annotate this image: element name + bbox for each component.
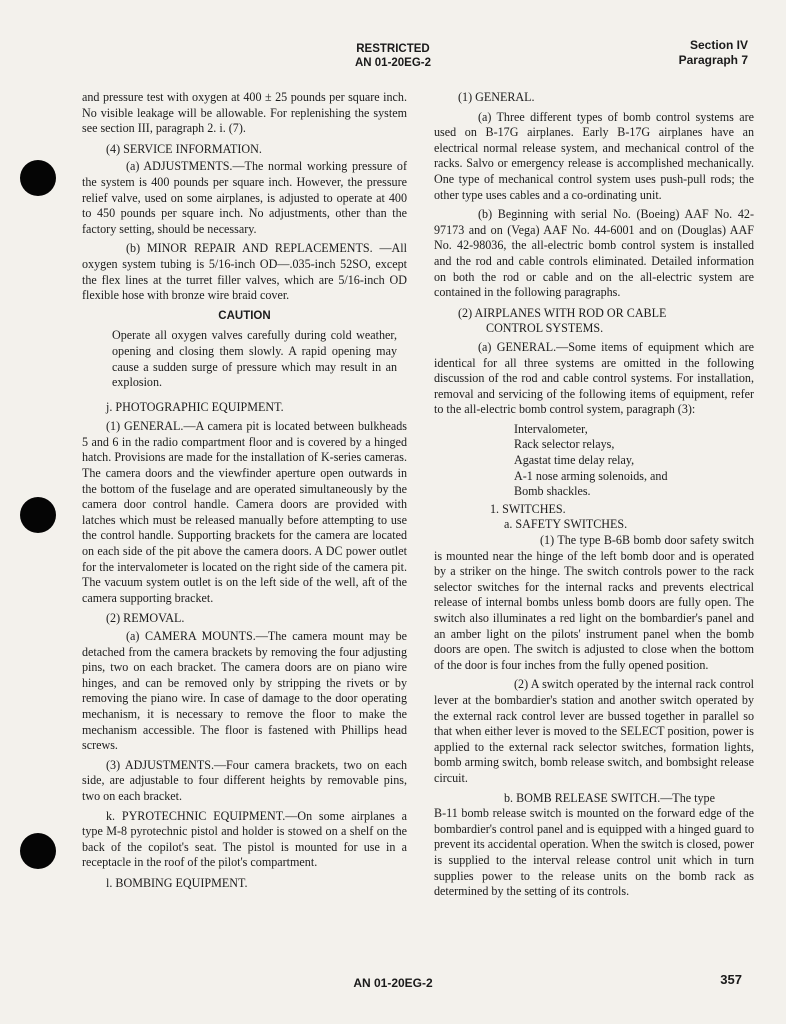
body-paragraph: B-11 bomb release switch is mounted on the forward edge of the bombardier's control panel and is equipped with a hinged guard to prevent its accidental operation. When the switch is closed, power is supplied to the interval release control unit which in turn supplies power to the release units on the bomb rack as determined by the setting of its controls. xyxy=(434,806,754,899)
body-paragraph: (a) ADJUSTMENTS.—The normal working pressure of the system is 400 pounds per square inch. However, the pressure relief valve, used on some airplanes, is adjusted to operate at 400 to 450 pounds per square inch. No adjustments, other than the factory setting, should be necessary. xyxy=(82,159,407,236)
section-heading: 1. SWITCHES. xyxy=(490,501,566,516)
section-heading: a. SAFETY SWITCHES. xyxy=(504,517,628,532)
body-paragraph: (a) Three different types of bomb control systems are used on B-17G airplanes. Early B-17G airplanes have an electrical normal release system, and mechanical control of the racks. Salvo or emergency release is accomplished mechanically. One type of mechanical control system uses push-pull rods; the other type uses cables and a co-ordinating unit. xyxy=(434,109,754,202)
body-paragraph: (b) MINOR REPAIR AND REPLACEMENTS. —All oxygen system tubing is 5/16-inch OD—.035-inch 52SO, except the flex lines at the turret filler valves, which are 5/16-inch OD flexible hose with bronze wire braid cover. xyxy=(82,241,407,303)
section-heading: (4) SERVICE INFORMATION. xyxy=(106,141,262,156)
body-paragraph: (b) Beginning with serial No. (Boeing) AAF No. 42-97173 and on (Vega) AAF No. 44-6001 and on (Douglas) AAF No. 42-98036, the all-electric bomb control system is installed and the rod and cable controls eliminated. Detailed information on both the rod or cable and on the all-electric system are contained in the following paragraphs. xyxy=(434,207,754,300)
section-reference xyxy=(679,38,748,68)
section-label: Section IV xyxy=(689,38,748,52)
paragraph-label: Paragraph 7 xyxy=(678,53,748,67)
body-paragraph: k. PYROTECHNIC EQUIPMENT.—On some airplanes a type M-8 pyrotechnic pistol and holder is stowed on a shelf on the back of the copilot's seat. The pistol is mounted for use in a receptacle in the roof of the pilot's compartment. xyxy=(82,808,407,870)
list-item: A-1 nose arming solenoids, and xyxy=(514,468,668,483)
binder-hole-top xyxy=(20,160,56,196)
page-header xyxy=(0,42,786,70)
section-heading: l. BOMBING EQUIPMENT. xyxy=(106,875,248,890)
section-heading: (2) REMOVAL. xyxy=(106,611,185,626)
caution-title: CAUTION xyxy=(218,309,271,322)
page-number: 357 xyxy=(720,972,742,987)
section-heading-continued: CONTROL SYSTEMS. xyxy=(486,321,604,336)
body-paragraph: and pressure test with oxygen at 400 ± 25 pounds per square inch. No visible leakage will be allowable. For replenishing the system see section III, paragraph 2. i. (7). xyxy=(82,90,407,136)
section-heading: (1) GENERAL. xyxy=(458,90,535,104)
body-paragraph: (2) A switch operated by the internal rack control lever at the bombardier's station and another switch operated by the external rack control lever are bussed together in parallel so that when either lever is moved to the SELECT position, power is applied to the external rack selector switches, formation lights, bomb arming switch, bomb release switch, and bombsight release circuit. xyxy=(434,677,754,785)
body-paragraph: (1) The type B-6B bomb door safety switch is mounted near the hinge of the left bomb door and is operated by a striker on the hinge. The switch controls power to the rack selector switches for the internal racks and prevents electrical release of internal bombs unless bomb doors are fully open. The switch also illuminates a red light on the bombardier's panel and an amber light on the pilots' instrument panel when the bomb doors are open. The switch is adjusted to close when the bottom of the door is four inches from the fully opened position. xyxy=(434,533,754,672)
list-item: Rack selector relays, xyxy=(514,437,615,452)
footer-doc-number: AN 01-20EG-2 xyxy=(353,976,433,990)
list-item: Bomb shackles. xyxy=(514,484,591,499)
list-item: Intervalometer, xyxy=(514,421,588,436)
left-column xyxy=(82,90,407,894)
body-paragraph: (a) GENERAL.—Some items of equipment which are identical for all three systems are omitted in the following discussion of the rod and cable control systems. For installation, removal and servicing of the following items of equipment, refer to the all-electric bomb control system, paragraph (3): xyxy=(434,339,754,417)
list-item: Agastat time delay relay, xyxy=(514,453,635,468)
right-column xyxy=(434,90,754,900)
binder-hole-bottom xyxy=(20,833,56,869)
body-paragraph: (a) CAMERA MOUNTS.—The camera mount may be detached from the camera brackets by removing the four adjusting pins, two on each bracket. The camera doors are on piano wire hinges, and can be removed only by stripping the rivets or by removing the piano wire. In case of damage to the door operating mechanism, it is necessary to remove the floor to make the mechanism accessible. The floor is fastened with Phillips head screws. xyxy=(82,629,407,753)
caution-text: Operate all oxygen valves carefully during cold weather, opening and closing them slowly. A rapid opening may cause a sudden surge of pressure which may result in an explosion. xyxy=(112,328,397,390)
header-doc-number: AN 01-20EG-2 xyxy=(354,57,432,69)
binder-hole-middle xyxy=(20,497,56,533)
equipment-list xyxy=(514,422,754,500)
body-paragraph: (3) ADJUSTMENTS.—Four camera brackets, two on each side, are adjustable to four different heights by removable pins, two on each bracket. xyxy=(82,757,407,803)
section-heading: b. BOMB RELEASE SWITCH.—The type xyxy=(504,790,715,805)
section-heading: j. PHOTOGRAPHIC EQUIPMENT. xyxy=(106,399,284,414)
classification-label: RESTRICTED xyxy=(356,43,430,55)
body-paragraph: (1) GENERAL.—A camera pit is located between bulkheads 5 and 6 in the radio compartment floor and is covered by a hinged hatch. Provisions are made for the installation of K-series cameras. The camera doors and the viewfinder aperture open outwards in the bottom of the fuselage and are operated simultaneously by the camera door control handle. Camera doors are provided with latches which must be released manually before attempting to use the control handle. Supporting brackets for the camera are located on each side of the pit above the camera doors. A DC power outlet for the intervalometer is located on the right side of the camera pit. The vacuum system outlet is on the left side of the well, aft of the camera supporting bracket. xyxy=(82,419,407,605)
section-heading: (2) AIRPLANES WITH ROD OR CABLE xyxy=(458,305,667,320)
